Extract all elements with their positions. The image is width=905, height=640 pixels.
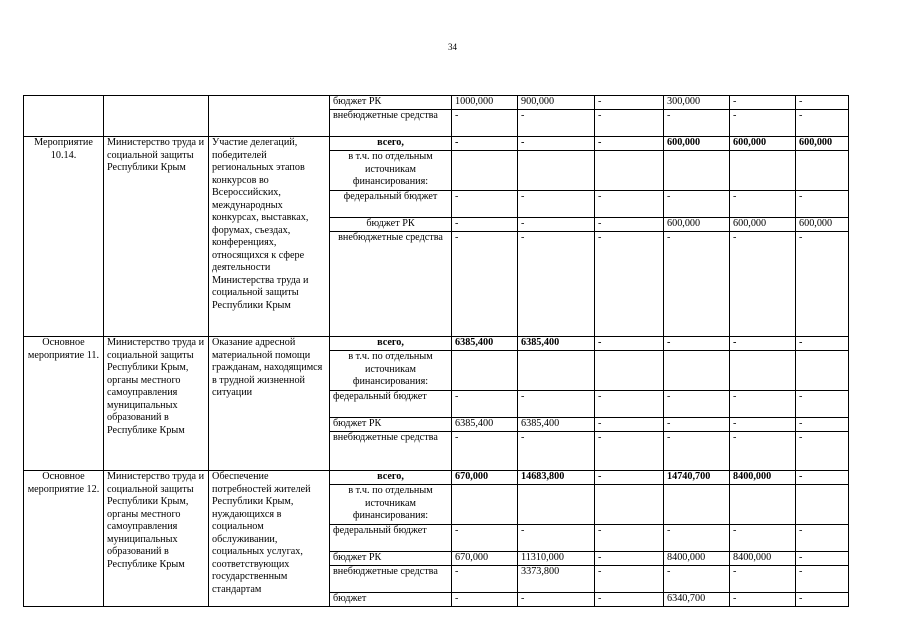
value-cell: - bbox=[518, 593, 595, 607]
value-cell: - bbox=[796, 337, 849, 351]
value-cell: 300,000 bbox=[664, 96, 730, 110]
value-cell: 600,000 bbox=[664, 137, 730, 151]
value-cell: - bbox=[518, 191, 595, 218]
value-cell: - bbox=[518, 232, 595, 337]
funding-source-cell: бюджет РК bbox=[330, 418, 452, 432]
value-cell: - bbox=[796, 232, 849, 337]
value-cell: - bbox=[796, 391, 849, 418]
value-cell: - bbox=[518, 110, 595, 137]
value-cell: - bbox=[796, 191, 849, 218]
value-cell: 6385,400 bbox=[518, 418, 595, 432]
event-name-cell: Участие делегаций, победителей региональных этапов конкурсов во Всероссийских, международных конкурсах, выставках, форумах, съездах, конференциях, относящихся к сфере деятельности Министерства труда и социальной защиты Республики Крым bbox=[209, 137, 330, 337]
value-cell: - bbox=[730, 96, 796, 110]
value-cell: - bbox=[796, 432, 849, 471]
executor-cell bbox=[104, 96, 209, 137]
value-cell bbox=[452, 485, 518, 525]
value-cell bbox=[452, 151, 518, 191]
event-name-cell: Обеспечение потребностей жителей Республики Крым, нуждающихся в социальном обслуживании, социальных услугах, соответствующих государственным стандартам bbox=[209, 471, 330, 607]
value-cell: - bbox=[796, 471, 849, 485]
value-cell: 670,000 bbox=[452, 552, 518, 566]
value-cell: 8400,000 bbox=[730, 471, 796, 485]
value-cell: - bbox=[730, 110, 796, 137]
value-cell: - bbox=[452, 432, 518, 471]
value-cell: - bbox=[452, 391, 518, 418]
value-cell bbox=[664, 351, 730, 391]
event-cell: Основное мероприятие 11. bbox=[24, 337, 104, 471]
value-cell: - bbox=[595, 525, 664, 552]
value-cell: 600,000 bbox=[730, 218, 796, 232]
funding-source-cell: всего, bbox=[330, 337, 452, 351]
value-cell bbox=[796, 351, 849, 391]
value-cell: - bbox=[796, 96, 849, 110]
value-cell bbox=[664, 485, 730, 525]
value-cell: - bbox=[595, 566, 664, 593]
funding-source-cell: в т.ч. по отдельным источникам финансирования: bbox=[330, 485, 452, 525]
value-cell: - bbox=[518, 137, 595, 151]
value-cell: - bbox=[796, 525, 849, 552]
value-cell: 600,000 bbox=[730, 137, 796, 151]
value-cell bbox=[595, 485, 664, 525]
value-cell: - bbox=[452, 137, 518, 151]
value-cell bbox=[518, 151, 595, 191]
value-cell: - bbox=[518, 525, 595, 552]
table-row bbox=[24, 337, 849, 351]
value-cell: 14683,800 bbox=[518, 471, 595, 485]
value-cell: - bbox=[730, 337, 796, 351]
value-cell: - bbox=[452, 593, 518, 607]
value-cell: - bbox=[595, 552, 664, 566]
funding-source-cell: внебюджетные средства bbox=[330, 566, 452, 593]
value-cell: - bbox=[595, 110, 664, 137]
value-cell: - bbox=[664, 391, 730, 418]
funding-source-cell: в т.ч. по отдельным источникам финансирования: bbox=[330, 351, 452, 391]
value-cell bbox=[595, 351, 664, 391]
funding-source-cell: всего, bbox=[330, 471, 452, 485]
value-cell: 600,000 bbox=[796, 218, 849, 232]
value-cell: - bbox=[730, 525, 796, 552]
value-cell bbox=[518, 485, 595, 525]
value-cell bbox=[595, 151, 664, 191]
value-cell: - bbox=[595, 218, 664, 232]
executor-cell: Министерство труда и социальной защиты Республики Крым, органы местного самоуправления муниципальных образований в Республике Крым bbox=[104, 471, 209, 607]
funding-source-cell: внебюджетные средства bbox=[330, 432, 452, 471]
value-cell: - bbox=[452, 110, 518, 137]
table-row bbox=[24, 96, 849, 110]
value-cell: - bbox=[595, 432, 664, 471]
value-cell: 900,000 bbox=[518, 96, 595, 110]
funding-source-cell: внебюджетные средства bbox=[330, 232, 452, 337]
event-cell: Мероприятие 10.14. bbox=[24, 137, 104, 337]
value-cell: - bbox=[796, 418, 849, 432]
table-row bbox=[24, 471, 849, 485]
value-cell: - bbox=[664, 418, 730, 432]
funding-source-cell: федеральный бюджет bbox=[330, 391, 452, 418]
value-cell: - bbox=[452, 232, 518, 337]
value-cell: 6385,400 bbox=[452, 418, 518, 432]
value-cell: - bbox=[518, 218, 595, 232]
page-number: 34 bbox=[448, 42, 457, 52]
value-cell: - bbox=[452, 191, 518, 218]
value-cell: - bbox=[730, 432, 796, 471]
value-cell: - bbox=[796, 110, 849, 137]
value-cell: - bbox=[664, 525, 730, 552]
funding-source-cell: федеральный бюджет bbox=[330, 525, 452, 552]
value-cell: - bbox=[730, 391, 796, 418]
value-cell: 3373,800 bbox=[518, 566, 595, 593]
value-cell: - bbox=[595, 391, 664, 418]
value-cell bbox=[452, 351, 518, 391]
value-cell: 600,000 bbox=[796, 137, 849, 151]
value-cell: - bbox=[595, 191, 664, 218]
value-cell: - bbox=[664, 110, 730, 137]
value-cell: - bbox=[730, 566, 796, 593]
value-cell: - bbox=[730, 191, 796, 218]
funding-source-cell: бюджет РК bbox=[330, 218, 452, 232]
value-cell: 11310,000 bbox=[518, 552, 595, 566]
executor-cell: Министерство труда и социальной защиты Республики Крым bbox=[104, 137, 209, 337]
value-cell: - bbox=[518, 391, 595, 418]
funding-source-cell: внебюджетные средства bbox=[330, 110, 452, 137]
value-cell: - bbox=[595, 471, 664, 485]
event-name-cell: Оказание адресной материальной помощи гражданам, находящимся в трудной жизненной ситуации bbox=[209, 337, 330, 471]
funding-source-cell: бюджет РК bbox=[330, 552, 452, 566]
value-cell: - bbox=[664, 566, 730, 593]
value-cell: 6385,400 bbox=[452, 337, 518, 351]
event-cell: Основное мероприятие 12. bbox=[24, 471, 104, 607]
value-cell: - bbox=[595, 593, 664, 607]
executor-cell: Министерство труда и социальной защиты Республики Крым, органы местного самоуправления муниципальных образований в Республике Крым bbox=[104, 337, 209, 471]
value-cell bbox=[730, 351, 796, 391]
value-cell: - bbox=[452, 566, 518, 593]
value-cell: - bbox=[796, 593, 849, 607]
table-row bbox=[24, 137, 849, 151]
value-cell: 670,000 bbox=[452, 471, 518, 485]
value-cell: - bbox=[595, 96, 664, 110]
event-name-cell bbox=[209, 96, 330, 137]
value-cell: - bbox=[595, 137, 664, 151]
value-cell: - bbox=[664, 432, 730, 471]
funding-source-cell: в т.ч. по отдельным источникам финансирования: bbox=[330, 151, 452, 191]
value-cell: 6385,400 bbox=[518, 337, 595, 351]
value-cell: 8400,000 bbox=[664, 552, 730, 566]
value-cell: - bbox=[730, 593, 796, 607]
value-cell: - bbox=[664, 232, 730, 337]
budget-table bbox=[23, 95, 849, 607]
value-cell bbox=[730, 485, 796, 525]
value-cell bbox=[796, 485, 849, 525]
value-cell: - bbox=[595, 418, 664, 432]
value-cell: - bbox=[664, 191, 730, 218]
value-cell: - bbox=[595, 337, 664, 351]
value-cell bbox=[518, 351, 595, 391]
value-cell: - bbox=[796, 566, 849, 593]
funding-source-cell: всего, bbox=[330, 137, 452, 151]
value-cell: - bbox=[796, 552, 849, 566]
value-cell: - bbox=[452, 218, 518, 232]
funding-source-cell: бюджет bbox=[330, 593, 452, 607]
value-cell: - bbox=[730, 232, 796, 337]
event-cell bbox=[24, 96, 104, 137]
value-cell: 1000,000 bbox=[452, 96, 518, 110]
value-cell: 8400,000 bbox=[730, 552, 796, 566]
value-cell: 14740,700 bbox=[664, 471, 730, 485]
value-cell bbox=[664, 151, 730, 191]
value-cell: - bbox=[664, 337, 730, 351]
value-cell: - bbox=[730, 418, 796, 432]
value-cell: 600,000 bbox=[664, 218, 730, 232]
funding-source-cell: бюджет РК bbox=[330, 96, 452, 110]
funding-source-cell: федеральный бюджет bbox=[330, 191, 452, 218]
value-cell: - bbox=[518, 432, 595, 471]
value-cell: - bbox=[452, 525, 518, 552]
value-cell: - bbox=[595, 232, 664, 337]
value-cell: 6340,700 bbox=[664, 593, 730, 607]
value-cell bbox=[730, 151, 796, 191]
value-cell bbox=[796, 151, 849, 191]
